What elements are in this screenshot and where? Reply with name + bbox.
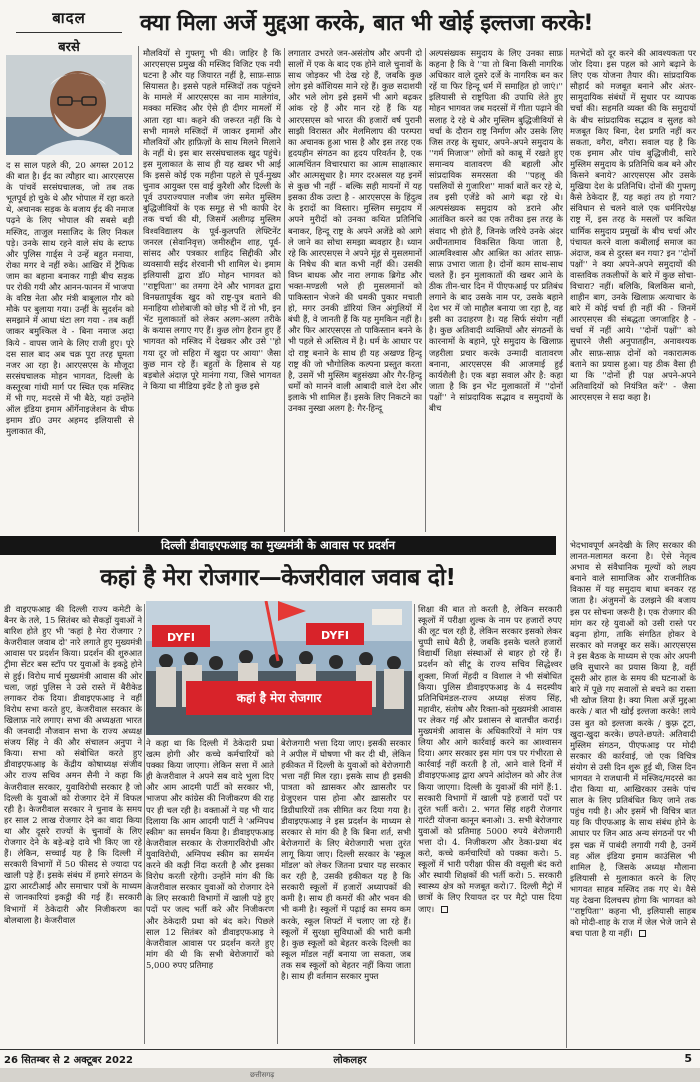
article-col-3: [288, 48, 422, 532]
story2-col-1: [4, 604, 142, 1044]
article-col-2: [143, 48, 281, 532]
column-rule: [144, 604, 145, 1044]
photo-banner-1: DYFI: [167, 631, 195, 644]
article-col-2-text: मौलवियों से गुफ्तगू भी की। जाहिर है कि आरएसएस प्रमुख की मस्जिद विजिट एक नयी घटना है और यह जियारत नहीं है, साफ़-साफ़ सियासत है। इससे पहले मस्जिदों तक पहुंचने के मामले में आरएसएस का नाम मालेगांव, मक्का मस्जिद और ऐसे ही दीगर मामलों में आता रहा था। कहने की जरूरत नहीं कि ये सभी मामले मस्जिदों में जाकर इमामों और मौलवियों और हाफ़िज़ों के साथ मिलने मिलाने के नहीं थे। इस बार सरसंघचालक खुद पहुंचे। इस मुलाकात के साथ ही यह खबर भी आई कि इससे कोई एक महीना पहले से पूर्व-मुख्य चुनाव आयुक्त एस वाई कुरैशी और दिल्ली के पूर्व उपराज्यपाल नजीब जंग समेत मुस्लिम बुद्धिजीवियों के एक समूह से भी काफी देर तक चर्चा की थी, जिसमें अलीगढ़ मुस्लिम विश्वविद्यालय के पूर्व-कुलपति लेफ्टिनेंट जनरल (सेवानिवृत्त) जमीरुद्दीन शाह, पूर्व-सांसद और पत्रकार शाहिद सिद्दीकी और व्यवसायी सईद शेरवानी भी शामिल थे। इमाम इलियासी द्वारा डॉ0 मोहन भागवत को ''राष्ट्रपिता'' का तमगा देने और भागवत द्वारा विनम्रतापूर्वक खुद को राष्ट्र-पुत्र बताने की मनाहिया शोशेबाजी को छोड़ भी दें तो भी, इन भेंट मुलाकातों को लेकर अलग-अलग तरीके के कयास लगाए गए हैं। कुछ लोग हैरान हुए हैं भागवत को मस्जिद में देखकर और उसे ''हो गया दूर जो सहिरा में खुदा पर आया'' जैसा कुछ मान रहे हैं। बहुतों के हिसाब से यह बड़बोले अंदाज़ पूरे मानंगा गया, जिसे भागवत ने किया था मीडिया इवेंट है तो कुछ इसे: [143, 48, 281, 391]
bottom-strip: [0, 1068, 700, 1082]
column-rule: [566, 48, 567, 1048]
story2-col-4: [418, 604, 562, 1044]
news-banner-text: दिल्ली डीवाइएफआइ का मुख्यमंत्री के आवास पर प्रदर्शन: [161, 538, 395, 552]
story2-col-3-text: बेरोजगारी भत्ता दिया जाए। इसकी सरकार ने अपील में घोषणा भी कर दी थी, लेकिन हकीकत में दिल्ली के युवाओं को बेरोजगारी भत्ता नहीं मिल रहा। इसके साथ ही इसकी पात्रता को ख़ासकर और ख़ासतौर पर ग्रेजुएशन पास होना और ख़ासतौर पर डिग्रीधारियों तक सीमित कर दिया गया है। डीवाइएफआइ ने इस प्रदर्शन के माध्यम से सरकार से मांग की है कि बिना शर्त, सभी बेरोजगारों के लिए बेरोजगारी भत्ता तुरंत लागू किया जाए। दिल्ली सरकार के 'स्कूल मॉडल' को लेकर जितना प्रचार यह सरकार कर रही है, उसकी हकीकत यह है कि सरकारी स्कूलों में हजारों अध्यापकों की कमी है। साथ ही कमरों की और भवन की भी कमी है। स्कूलों में पढ़ाई का समय कम करके, स्कूल शिफ्टों में चलाए जा रहे हैं। स्कूलों में सुरक्षा सुविधाओं की भारी कमी है। कुछ स्कूलों को बेहतर करके दिल्ली का स्कूल मॉडल नहीं बनाया जा सकता, जब तक सब स्कूलों को बेहतर नहीं किया जाता है। साथ ही वर्तमान सरकार मुफ्त: [281, 738, 411, 981]
footer-page-number: 5: [684, 1052, 692, 1065]
article-col-4: [429, 48, 563, 532]
photo-banner-3: DYFI: [321, 629, 349, 642]
footer-date: 26 सितम्बर से 2 अक्टूबर 2022: [4, 1055, 133, 1066]
footer-paper-name: लोकलहर: [333, 1055, 367, 1066]
top-headline-box: [140, 4, 696, 44]
second-headline: कहां है मेरा रोजगार—केजरीवाल जवाब दो!: [100, 565, 456, 591]
story2-col-1-text: डी वाइएफआइ की दिल्ली राज्य कमेटी के बैनर के तले, 15 सितंबर को सैकड़ों युवाओं ने बारिश होते हुए भी 'कहां है मेरा रोजगार ? केजरीवाल जवाब दो' नारे लगाते हुए मुख्यमंत्री आवास पर प्रदर्शन किया। प्रदर्शन की शुरुआत ट्रीमा सेंटर बस स्टॉप पर युवाओं के इकट्ठे होने से हुई। विरोध मार्च मुख्यमंत्री आवास की ओर चला, जहां पुलिस ने उसे रास्ते में बैरीकेड लगाकर रोक दिया। डीवाइएफआइ ने वहीं विरोध सभा करते हुए, केजरीवाल सरकार के खिलाफ़ नारे लगाए। सभा की अध्यक्षता भारत की जनवादी नौजवान सभा के राज्य अध्यक्ष संजय सिंह ने की और संचालन अनुपा ने किया। सभा को संबोधित करते हुए डीवाइएफआइ के केंद्रीय कोषाध्यक्ष संजीव और राज्य सचिव अमन सैनी ने कहा कि केजरीवाल सरकार, युवाविरोधी सरकार है जो दिल्ली के युवाओं को रोजगार देने में विफल रही है। केजरीवाल सरकार ने चुनाव के समय हर साल 2 लाख रोजगार देने का वादा किया था और दूसरे राज्यों के चुनावों के लिए रोजगार देने के बड़े-बड़े दावे भी किए जा रहे हैं। लेकिन, सच्चाई यह है कि दिल्ली में सरकारी विभागों में 50 फीसद से ज्यादा पद खाली पड़े हैं। इसके संबंध में हमारे संगठन के द्वारा आरटीआई और समाचार पत्रों के माध्यम से जानकारियां इकट्ठी की गई हैं। सरकारी विभागों में ठेकेदारी और निजीकरण का बोलबाला है। केजरीवाल: [4, 604, 142, 925]
column-title: बादल: [52, 9, 86, 27]
author-portrait: [6, 55, 132, 155]
story2-col-4-text: शिक्षा की बात तो करती है, लेकिन सरकारी स्कूलों में परीक्षा शुल्क के नाम पर हजारों रुपए की लूट चल रही है, लेकिन सरकार इसको लेकर चुप्पी साधे बैठी है, जबकि इसके चलते हजारों विद्यार्थी शिक्षा संस्थाओं से बाहर हो रहे हैं। प्रदर्शन को सीटू के राज्य सचिव सिद्धेश्वर शुक्ला, मिर्जा मेंहदी व विशाल ने भी संबोधित किया। पुलिस डीवाइएफआइ के 4 सदस्यीय प्रतिनिधिमंडल-राज्य अध्यक्ष संजय सिंह, महावीर, संतोष और रिक्ता-को मुख्यमंत्री आवास पर लेकर गई और प्रशासन से बातचीत कराई। मुख्यमंत्री आवास के अधिकारियों ने मांग पत्र लिया और आगे कार्रवाई करने का आश्वासन दिया। अगर सरकार इस मांग पत्र पर गंभीरता से कार्रवाई नहीं करती है तो, आने वाले दिनों में डीवाइएफआइ द्वारा अपने आंदोलन को और तेज किया जाएगा। दिल्ली के युवाओं की मांगें हैं:1. सरकारी विभागों में खाली पड़े हजारों पदों पर तुरंत भर्ती करो। 2. भगत सिंह शहरी रोजगार गारंटी योजना कानून बनाओ। 3. सभी बेरोजगार युवाओं को प्रतिमाह 5000 रुपये बेरोजगारी भत्ता दो। 4. निजीकरण और ठेका-प्रथा बंद करो, कच्चे कर्मचारियों को पक्का करो। 5. स्कूलों में भारी परीक्षा फीस की वसूली बंद करो और स्थायी शिक्षकों की भर्ती करो। 5. सरकारी स्वास्थ्य क्षेत्र को मजबूत करो।7. दिल्ली मैट्रो में छात्रों के लिए रियायत दर पर मैट्रो पास दिया जाए।: [418, 604, 562, 914]
column-subtitle: बरसे: [58, 40, 80, 55]
page-footer: [0, 1049, 700, 1067]
article-col-3-text: लगातार उभरते जन-असंतोष और अपनी दो सालों में एक के बाद एक होने वाले चुनावों के साथ जोड़कर भी देख रहे हैं, जबकि कुछ लोग इसे कॉशियस माने रहे हैं। कुछ सदाशयी और भले लोग इसे इसमें भी आगे बढ़कर आंक रहे हैं और मान रहे हैं कि यह आरएसएस को भारत की हजारों वर्ष पुरानी साझी विरासत और मेलमिलाप की परम्परा का अचानक हुआ भास है और इस तरह एक हृदयहीन संगठन का हृदय परिवर्तन है, एक आत्मचिंतन विचारधारा का आत्म साक्षात्कार और आत्मसुधार है। मगर दरअसल यह इनमें से कुछ भी नहीं - बल्कि सही मायनों में यह इसका ठीक उल्टा है - आरएसएस के हिंदुत्व के इरादों का विस्तार। मुस्लिम समुदाय में अपने मुरीदों को उनका कथित प्रतिनिधि बनाकर, हिन्दू राष्ट्र के अपने अजेंडे को आगे ले जाने का सोचा समझा ब्यवहार है। ध्यान रहे कि आरएसएस ने अपने मूंह से मुसलमानों के निषेध की बात कभी नहीं की। उसकी विघ्न बाधक और नारा लगाक ब्रिगेड और भक्त-मण्डली भले ही मुसलमानों को पाकिस्तान भेजने की धमकी पुकार मचाती हो, मगर उनकी डॉरियां जिन अंगुलियों में बंधी हैं, वे जानती हैं कि यह मुमकिन नहीं है। और फिर आरएसएस तो पाकिस्तान बनने के भी पहले से अस्तित्व में है। धर्म के आधार पर दो राष्ट्र बनाने के साथ ही यह अखण्ड हिन्दू राष्ट्र की जो भौगोलिक कल्पना प्रस्तुत करता है, उसमें भी मुस्लिम बहुसंख्या और गैर-हिन्दू धर्मों को मानने वाली आबादी वाले देश और इलाके भी शामिल हैं। इसके लिए निकटने का उनका नुस्खा अलग है: गैर-हिन्दू: [288, 48, 422, 413]
column-title-rule: [16, 32, 122, 33]
top-headline: क्या मिला अर्जे मुद्दआ करके, बात भी खोई इल्तजा करके!: [140, 11, 594, 36]
protest-photo-illustration: [146, 601, 412, 735]
article-col-5: [570, 48, 696, 532]
bottom-strip-text: छत्तीसगढ़: [250, 1071, 275, 1079]
protest-photo: [146, 601, 412, 735]
column-rule: [277, 738, 278, 1044]
column-sidebar: [0, 0, 138, 536]
article-col-5-text: मतभेदों को दूर करने की आवश्यकता पर जोर दिया। इस पहल को आगे बढ़ाने के लिए एक योजना तैयार की। सांप्रदायिक सौहार्द को मजबूत बनाने और अंतर-सामुदायिक संबंधों में सुधार पर व्यापक चर्चा की। सहमति व्यक्त की कि समुदायों के बीच सांप्रदायिक सद्भाव व सुलह को मजबूत किए बिना, देश प्रगति नहीं कर सकता, वगैरा, वगैरा। सवाल यह है कि एक इमाम और पांच बुद्धिजीवी, सारे मुस्लिम समुदाय के प्रतिनिधि कब बने और किसने बनाये? आरएसएस और उसके मुखिया देश के प्रतिनिधि। दोनों की गुफ्तगू कैसे ठेकेदार हैं, यह कहां तय हो गया? संविधान से चलने वाले एक धर्मनिरपेक्ष राष्ट्र में, इस तरह के मसलों पर कथित धार्मिक समुदाय प्रमुखों के बीच चर्चा और पंचायत करने वाला कबीलाई समाज का अंदाज, कब से दुरस्त बन गया? इन ''दोनों पक्षों'' ने क्या अपने-अपने समुदायों की वास्तविक तकलीफों के बारे में कुछ सोचा-विचारा? नहीं। बलिकि, बिलकिस बानो, शाहीन बाग, उनके खिलाफ़ अत्याचार के बारे में कोई चर्चा ही नहीं की - जिनमें आरएसएस की संबद्धता जगजाहिर है - चर्चा में नहीं आये। ''दोनों पक्षों'' को सुधारने जैसी अनुपातहीन, अनावश्यक और साफ़-साफ़ दोनों को नकारात्मक बताने का प्रयास हुआ। यह ठीक वैसा ही था कि ''दोनों ही पक्ष अपने-अपने अतिवादियों को नियंत्रित करें'' - जैसा आरएसएस ने सदा कहा है।: [570, 48, 696, 402]
article-col-4-text: अल्पसंख्यक समुदाय के लिए उनका साफ़ कहना है कि वे ''या तो बिना किसी नागरिक अधिकार वाले दूसरे दर्जे के नागरिक बन कर रहें या फिर हिन्दू धर्म में समाहित हो जाएं।'' इलियासी से राष्ट्रपिता की उपाधि लेते हुए मोहन भागवत जब मदरसों में गीता पढ़ाने की सलाह दे रहे थे और मुस्लिम बुद्धिजीवियों से चर्चा के दौरान राष्ट्र निर्माण और उसके लिए जिस तरह के सुधार, अपने-अपने समुदाय के ''गर्म मिजाज'' लोगों को काबू में रखते हुए समान्वय वातावरण की बहाली और सांप्रदायिक समरसता की ''पहलू की पसलियों से गुजारिश'' मार्का बातें कर रहे थे, तब इसी एजेंडे को आगे बढ़ा रहे थे। अल्पसंख्यक समुदाय को डराने और आतंकित करने का एक तरीका इस तरह के संवाद भी होते हैं, जिनके जरिये उनके अंदर अधीनतामाव विकसित किया जाता है, आत्मविश्वास और आश्रित का आंतर साफ़-साफ़ उभारा जाता है। दोनों काम साथ-साथ चलते हैं। इन मुलाकातों की खबर आने के ठीक तीन-चार दिन में पीएफआई पर प्रतिबंध लगाने के बाद उसके नाम पर, उसके बहाने देश भर में जो माहौल बनाया जा रहा है, वह इसी का उदाहरण है। यह सिर्फ संयोग नहीं है। कुछ अतिवादी व्यक्तियों और संगठनों के कारनामों के बहाने, पूरे समुदाय के खिलाफ़ जहरीला प्रचार करके उन्मादी वातावरण बनाना, आरएसएस की आजमाई हुई कार्यशैली है। एक बड़ा सवाल और है: कहा जाता है कि इन भेंट मुलाकातों में ''दोनों पक्षों'' ने सांप्रदायिक सद्भाव व समुदायों के बीच: [429, 48, 563, 413]
second-headline-box: [0, 557, 556, 599]
article-continuation: [570, 540, 696, 1046]
end-mark-icon: [441, 906, 448, 913]
portrait-illustration: [6, 55, 132, 155]
end-mark-icon: [639, 930, 646, 937]
article-continuation-text: भेदभावपूर्ण अनदेखी के लिए सरकार की लानत-मलामत करना है। ऐसे नेतृत्व अभाव से संवैधानिक मूल्यों को लक्ष्य बनाने वाले सामाजिक और राजनीतिक विकास में यह समुदाय बाधा बनकर रह जाता है। अंजुमनों के उलझने की बजाय इस पर सोचना जरूरी है। एक रोजगार की मांग कर रहे युवाओं को उसी रास्ते पर बढ़ना होगा, ताकि संगठित होकर वे सरकार को मजबूर कर सकें। आरएसएस ने इस बैठक के माध्यम से एक ओर अपनी छवि सुधारने का प्रयास किया है, वहीं दूसरी ओर हाल के समय की घटनाओं के बारे में पूछे गए सवालों से बचने का रास्ता भी खोज लिया है। क्या मिला अर्ज़े मुद्दआ करके / बात भी खोई इल्तजा करके! लाये उस बुत को इल्तजा करके / कुफ़्र टूटा, खुदा-खुदा करके। छपते-छपते: अतिवादी मुस्लिम संगठन, पीएफआइ पर मोदी सरकार की कार्रवाई, जो एक विचित्र संयोग से उसी दिन शुरू हुई थी, जिस दिन भागवत ने राजधानी में मस्जिद/मदरसे का दौरा किया था, आखिरकार उसके पांच साल के लिए प्रतिबंधित किए जाने तक पहुंच गयी है। और इसमें भी विचित्र बात यह कि पीएफआइ के साथ संबंध होने के आधार पर जिन आठ अन्य संगठनों पर भी इस चक्र में पाबंदी लगायी गयी है, उनमें वह ऑल इंडिया इमाम काउंसिल भी शामिल है, जिसके अध्यक्ष मौलाना इलियासी से मुलाकात करने के लिए भागवत साहब मस्जिद तक गए थे। वैसे यह देखना दिलचस्प होगा कि भागवत को ''राष्ट्रपिता'' कहना भी, इलियासी साहब को मोदी-शाह के राज में जेल भेजे जाने से बचा पाता है या नहीं।: [570, 540, 696, 939]
story2-col-2-text: ने कहा था कि दिल्ली में ठेकेदारी प्रथा खत्म होगी और कच्चे कर्मचारियों को पक्का किया जाएगा। लेकिन सत्ता में आते ही केजरीवाल ने अपने सब वादे भुला दिए और आम आदमी पार्टी को सरकार भी, भाजपा और कांग्रेस की निजीकरण की राह पर ही चल रही है। वक्ताओं ने यह भी याद दिलाया कि आम आदमी पार्टी ने 'अग्निपथ स्कीम' का समर्थन किया है। डीवाइएफआइ केजरीवाल सरकार के रोजगारविरोधी और युवाविरोधी, अग्निपथ स्कीम का समर्थन करने की कड़ी निंदा करती है और इसका विरोध करती रहेगी। उन्होंने मांग की कि केजरीवाल सरकार युवाओं को रोजगार देने के लिए सरकारी विभागों में खाली पड़े हुए पदों पर जल्द भर्ती करे और निजीकरण और ठेकेदारी प्रथा को बंद करे। पिछले साल 12 सितंबर को डीवाइएफआइ ने केजरीवाल आवास पर प्रदर्शन करते हुए मांग की थी कि सभी बेरोजगारों को 5,000 रुपए प्रतिमाह: [146, 738, 274, 970]
story2-col-2: [146, 738, 274, 1044]
article-col-1-text: द स साल पहले की, 20 अगस्त 2012 की बात है। ईद का त्यौहार था। आरएसएस के पांचवें सरसंघचालक, जो तब तक भूतपूर्व हो चुके थे और भोपाल में रहा करते थे, अचानक सड़क के बजाय ईद की नमाज पढ़ने के लिए भोपाल की सबसे बड़ी मस्जिद, ताजुल मसाजिद के लिए निकल पड़े। उनके साथ रहने वाले संघ के स्टाफ और पुलिस गार्ड्स ने उन्हें बहुत मनाया, रोका मगर वे नहीं रुके। आखिर में ट्रैफिक जाम का बहाना बनाकर गाड़ी बीच सड़क पर रोकी गयी और आनन-फानन में भाजपा के वरिष्ठ नेता और मंत्री बाबूलाल गौर को मौके पर बुलाया गया। उन्हीं के सुदर्शन को समझाने में आधा घंटा लग गया - तब कहीं जाकर बमुश्किल वे - बिना नमाज अदा किये - वापस जाने के लिए राजी हुए। पूरे दस साल बाद अब चक्र पूरा तरह घूमता नजर आ रहा है। आरएसएस के मौजूदा सरसंघचालक मोहन भागवत, दिल्ली के कस्तूरबा गांधी मार्ग पर स्थित एक मस्जिद में भी गए, मदरसे में भी बैठे, यहां उन्होंने ऑल इंडिया इमाम ऑर्गेनाइजेशन के चीफ इमाम डॉ0 उमर अहमद इलियासी से मुलाकात की,: [6, 160, 134, 437]
column-rule: [425, 48, 426, 532]
column-rule: [284, 48, 285, 532]
column-heading: [10, 8, 128, 55]
photo-banner-2: कहां है मेरा रोजगार: [236, 691, 322, 705]
article-col-1: [6, 160, 134, 532]
column-rule: [414, 604, 415, 1044]
news-banner: [0, 536, 556, 555]
column-rule: [138, 46, 139, 532]
story2-col-3: [281, 738, 411, 1044]
